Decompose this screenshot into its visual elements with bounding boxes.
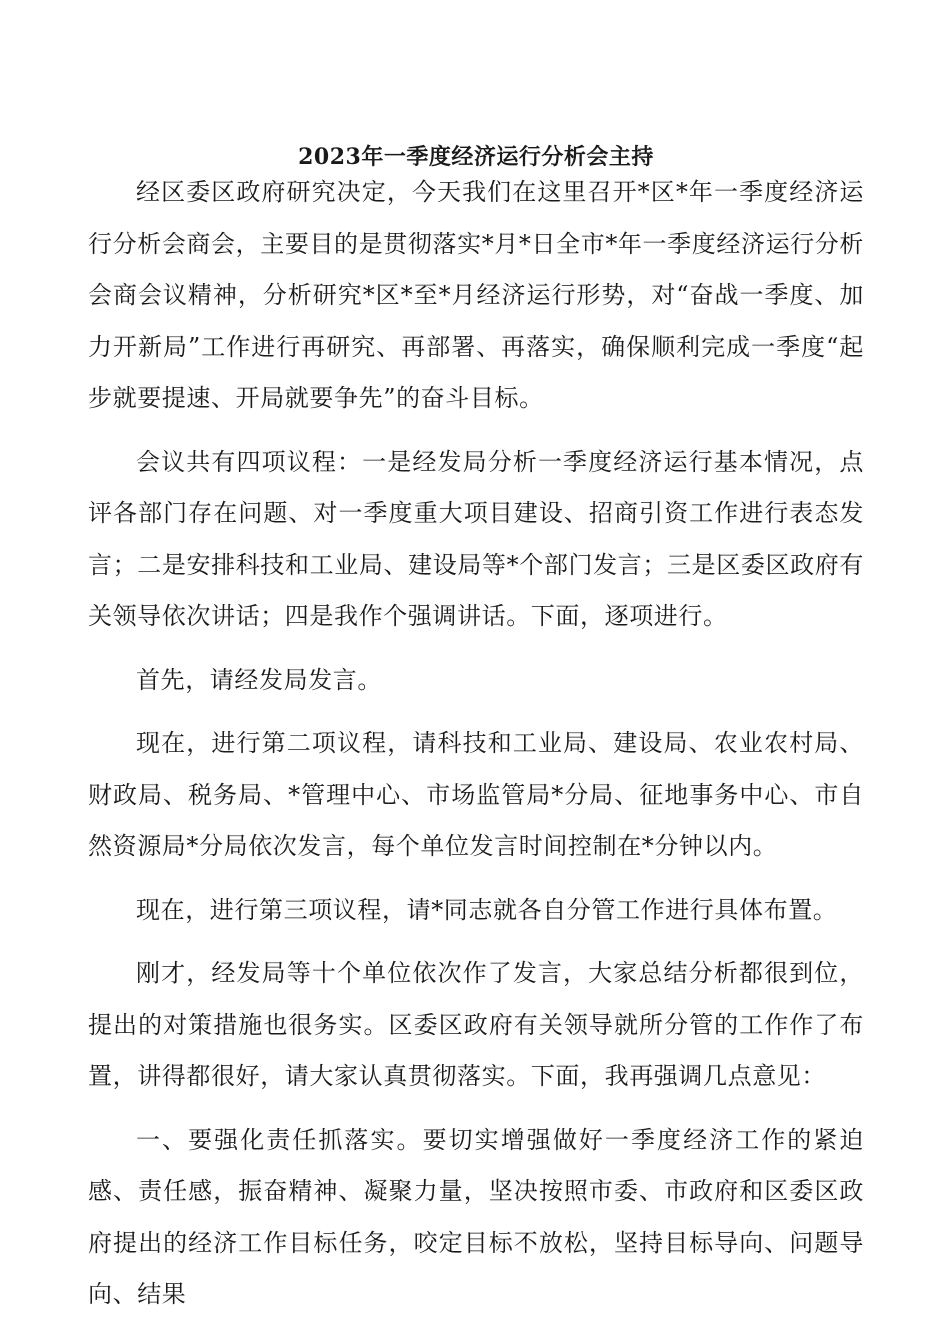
paragraph-second-item: 现在，进行第二项议程，请科技和工业局、建设局、农业农村局、财政局、税务局、*管理中心、市场监管局*分局、征地事务中心、市自然资源局*分局依次发言，每个单位发言时间控制在*分钟以内。 bbox=[88, 729, 864, 860]
paragraph-opening: 经区委区政府研究决定，今天我们在这里召开*区*年一季度经济运行分析会商会，主要目的是贯彻落实*月*日全市*年一季度经济运行分析会商会议精神，分析研究*区*至*月经济运行形势，对“奋战一季度、加力开新局”工作进行再研究、再部署、再落实，确保顺利完成一季度“起步就要提速、开局就要争先”的奋斗目标。 bbox=[88, 178, 864, 412]
paragraph-agenda: 会议共有四项议程：一是经发局分析一季度经济运行基本情况，点评各部门存在问题、对一季度重大项目建设、招商引资工作进行表态发言；二是安排科技和工业局、建设局等*个部门发言；三是区委区政府有关领导依次讲话；四是我作个强调讲话。下面，逐项进行。 bbox=[88, 447, 864, 630]
document-body bbox=[88, 167, 864, 1333]
paragraph-point-one: 一、要强化责任抓落实。要切实增强做好一季度经济工作的紧迫感、责任感，振奋精神、凝聚力量，坚决按照市委、市政府和区委区政府提出的经济工作目标任务，咬定目标不放松，坚持目标导向、问题导向、结果 bbox=[88, 1125, 864, 1308]
paragraph-first-item: 首先，请经发局发言。 bbox=[136, 665, 382, 694]
paragraph-third-item: 现在，进行第三项议程，请*同志就各自分管工作进行具体布置。 bbox=[136, 895, 838, 924]
paragraph-summary: 刚才，经发局等十个单位依次作了发言，大家总结分析都很到位，提出的对策措施也很务实。区委区政府有关领导就所分管的工作作了布置，讲得都很好，请大家认真贯彻落实。下面，我再强调几点意见： bbox=[88, 959, 864, 1090]
document-title: 2023年一季度经济运行分析会主持 bbox=[298, 144, 654, 170]
